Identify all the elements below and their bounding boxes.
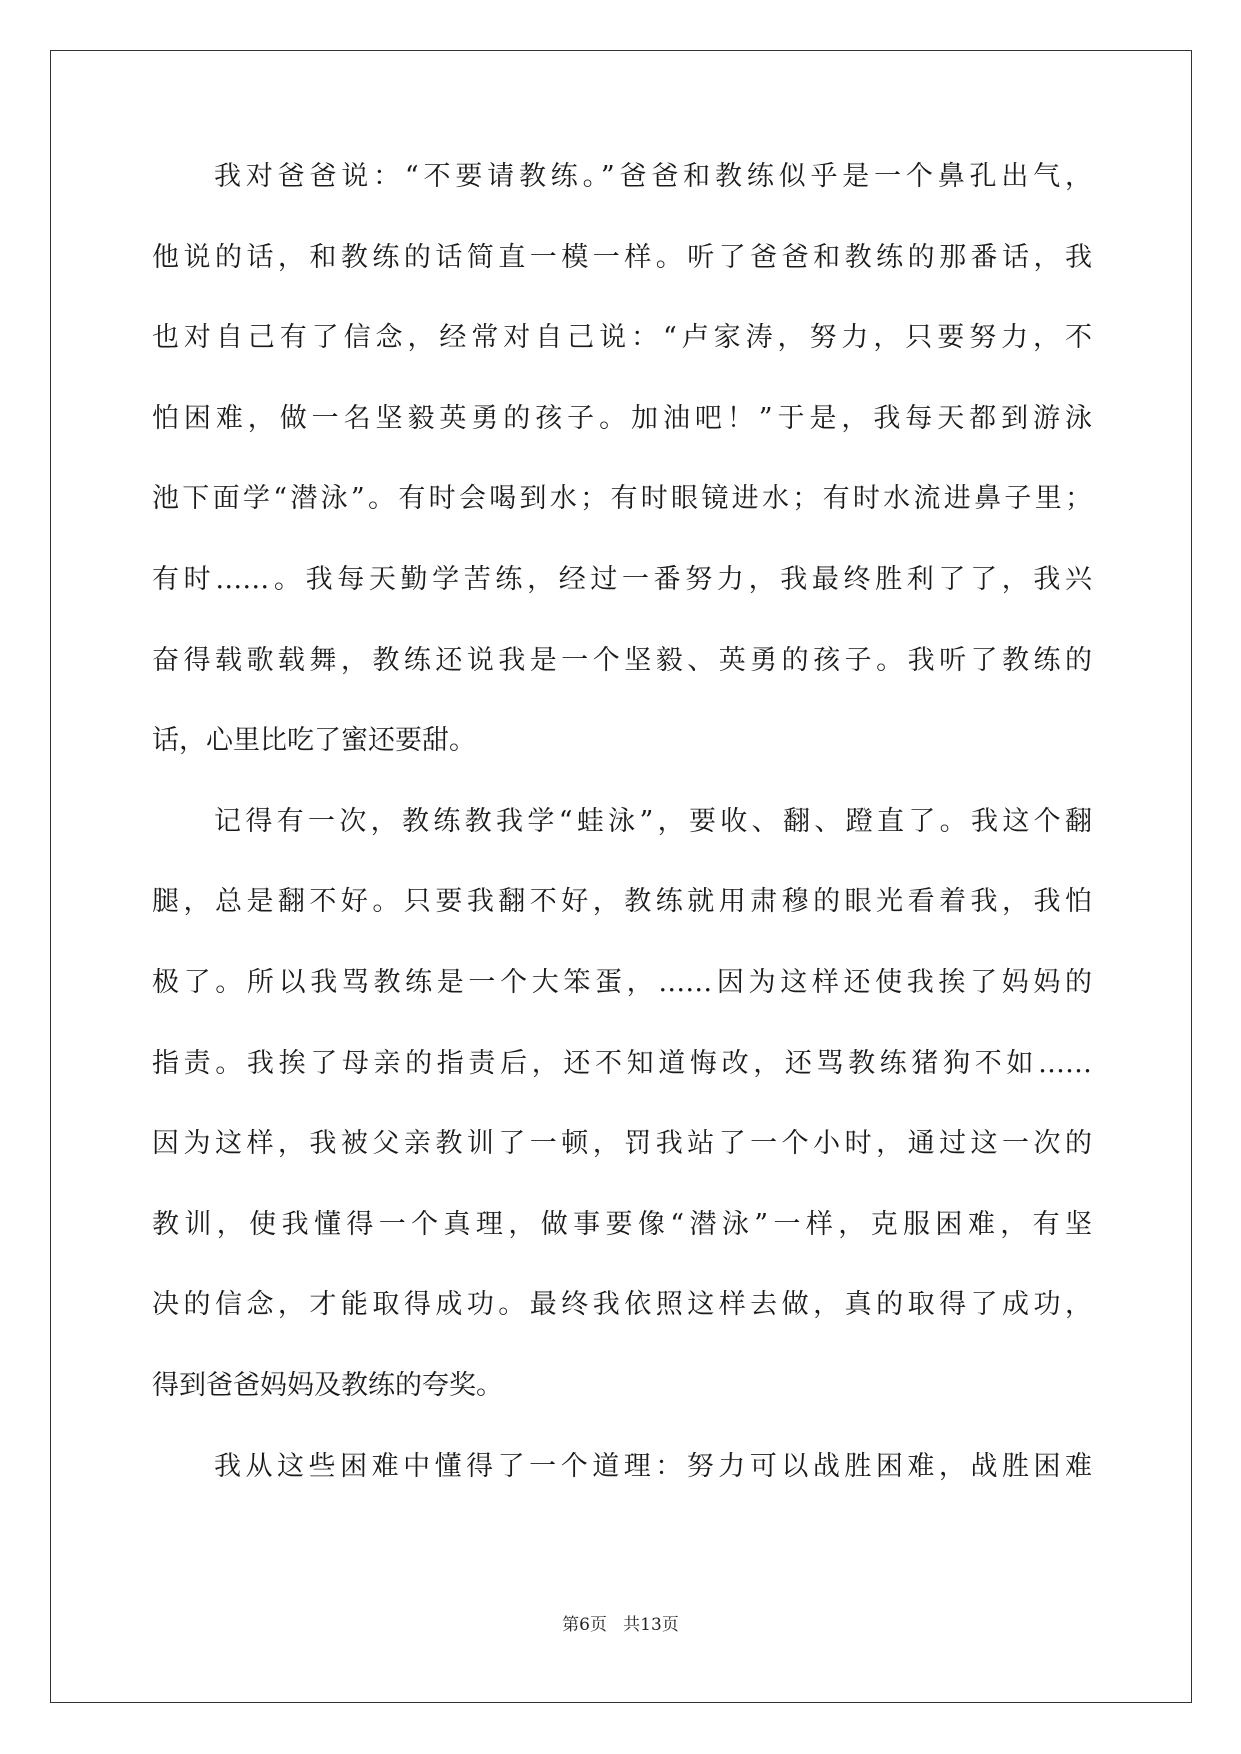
- text-line: 因为这样，我被父亲教训了一顿，罚我站了一个小时，通过这一次的: [152, 1128, 1092, 1160]
- text-line: 教训，使我懂得一个真理，做事要像“潜泳”一样，克服困难，有坚: [152, 1208, 1092, 1240]
- text-line: 我对爸爸说：“不要请教练。”爸爸和教练似乎是一个鼻孔出气，: [214, 161, 1092, 192]
- text-line: 也对自己有了信念，经常对自己说：“卢家涛，努力，只要努力，不: [152, 322, 1092, 354]
- text-line: 怕困难，做一名坚毅英勇的孩子。加油吧！”于是，我每天都到游泳: [152, 402, 1092, 434]
- text-line: 记得有一次，教练教我学“蛙泳”，要收、翻、蹬直了。我这个翻: [214, 805, 1092, 837]
- text-line: 决的信念，才能取得成功。最终我依照这样去做，真的取得了成功，: [152, 1289, 1092, 1321]
- text-line: 他说的话，和教练的话简直一模一样。听了爸爸和教练的那番话，我: [152, 241, 1092, 273]
- document-body: [152, 158, 1092, 1528]
- text-line: 腿，总是翻不好。只要我翻不好，教练就用肃穆的眼光看着我，我怕: [152, 886, 1092, 918]
- text-line: 我从这些困难中懂得了一个道理：努力可以战胜困难，战胜困难: [214, 1450, 1092, 1482]
- text-line: 池下面学“潜泳”。有时会喝到水；有时眼镜进水；有时水流进鼻子里；: [152, 483, 1092, 515]
- text-line: 得到爸爸妈妈及教练的夸奖。: [152, 1369, 503, 1401]
- page-number-footer: 第6页 共13页: [562, 1615, 679, 1635]
- text-line: 指责。我挨了母亲的指责后，还不知道悔改，还骂教练猪狗不如……: [152, 1047, 1092, 1079]
- text-line: 极了。所以我骂教练是一个大笨蛋，……因为这样还使我挨了妈妈的: [152, 966, 1092, 998]
- text-line: 话，心里比吃了蜜还要甜。: [152, 725, 476, 757]
- text-line: 奋得载歌载舞，教练还说我是一个坚毅、英勇的孩子。我听了教练的: [152, 644, 1092, 676]
- text-line: 有时……。我每天勤学苦练，经过一番努力，我最终胜利了了，我兴: [152, 563, 1092, 595]
